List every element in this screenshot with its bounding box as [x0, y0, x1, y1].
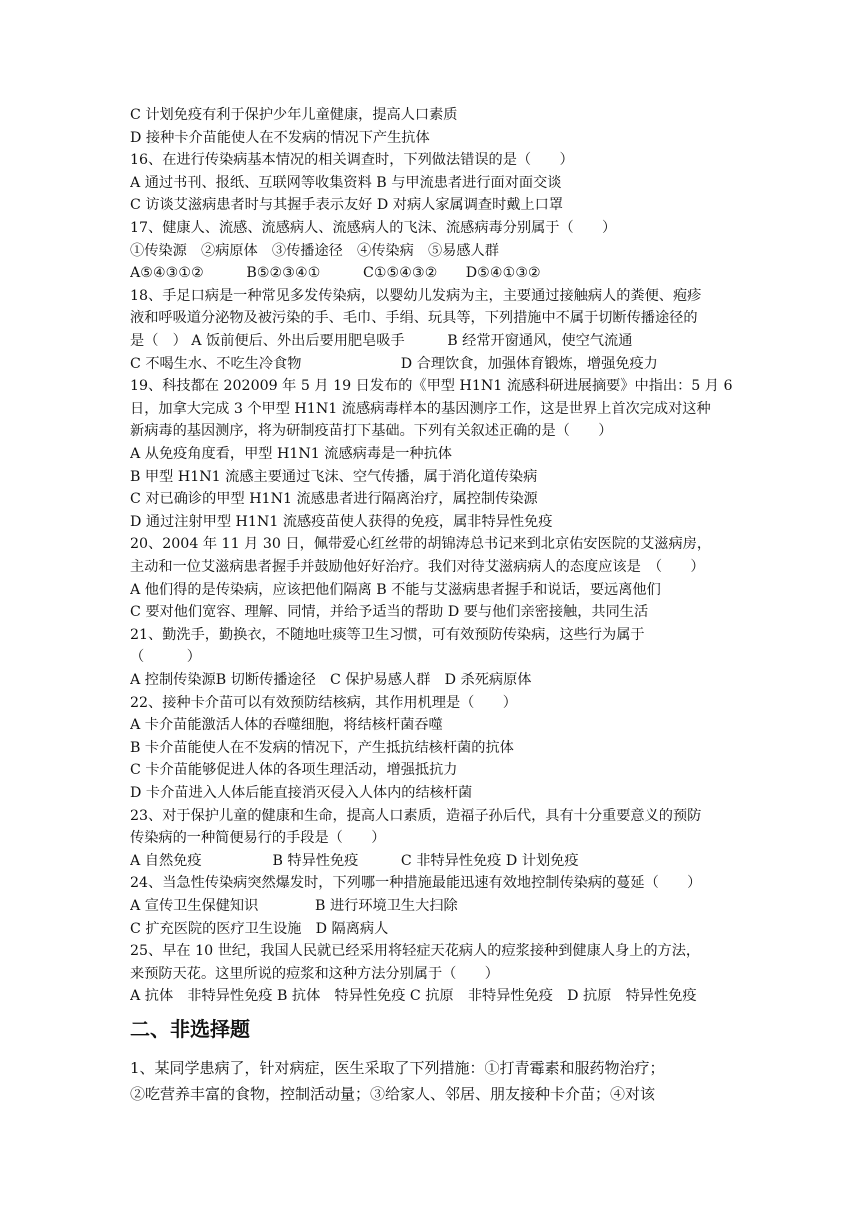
question-25: 25、早在 10 世纪，我国人民就已经采用将轻症天花病人的痘浆接种到健康人身上的方法， [130, 943, 701, 959]
question-20: 20、2004 年 11 月 30 日，佩带爱心红丝带的胡锦涛总书记来到北京佑安医院的艾滋病房， [130, 536, 712, 552]
text-line: 主动和一位艾滋病患者握手并鼓励他好好治疗。我们对待艾滋病病人的态度应该是 （ ） [130, 559, 705, 575]
question-24: 24、当急性传染病突然爆发时，下列哪一种措施最能迅速有效地控制传染病的蔓延（ ） [130, 875, 702, 891]
text-line: C 扩充医院的医疗卫生设施 D 隔离病人 [130, 921, 389, 937]
text-line: 液和呼吸道分泌物及被污染的手、毛巾、手绢、玩具等，下列措施中不属于切断传播途径的 [130, 310, 698, 326]
question-23: 23、对于保护儿童的健康和生命，提高人口素质，造福子孙后代，具有十分重要意义的预防 [130, 808, 702, 824]
text-line: A 他们得的是传染病，应该把他们隔离 B 不能与艾滋病患者握手和说话，要远离他们 [130, 582, 661, 598]
text-line: ①传染源 ②病原体 ③传播途径 ④传染病 ⑤易感人群 [130, 243, 499, 259]
text-line: ②吃营养丰富的食物，控制活动量；③给家人、邻居、朋友接种卡介苗；④对该 [130, 1085, 656, 1103]
question-16: 16、在进行传染病基本情况的相关调查时，下列做法错误的是（ ） [130, 152, 574, 168]
text-line: A 卡介苗能激活人体的吞噬细胞，将结核杆菌吞噬 [130, 717, 443, 733]
question-19: 19、科技都在 202009 年 5 月 19 日发布的《甲型 H1N1 流感科研进展摘要》中指出：5 月 6 [130, 378, 733, 394]
text-line: 新病毒的基因测序，将为研制疫苗打下基础。下列有关叙述正确的是（ ） [130, 423, 613, 439]
text-line: B 卡介苗能使人在不发病的情况下，产生抵抗结核杆菌的抗体 [130, 740, 514, 756]
text-line: 传染病的一种简便易行的手段是（ ） [130, 830, 386, 846]
text-line: A 控制传染源B 切断传播途径 C 保护易感人群 D 杀死病原体 [130, 672, 532, 688]
text-line: C 卡介苗能够促进人体的各项生理活动，增强抵抗力 [130, 762, 458, 778]
text-line: A 宣传卫生保健知识 B 进行环境卫生大扫除 [130, 898, 458, 914]
text-line: C 要对他们宽容、理解、同情，并给予适当的帮助 D 要与他们亲密接触，共同生活 [130, 604, 649, 620]
text-line: 来预防天花。这里所说的痘浆和这种方法分别属于（ ） [130, 966, 499, 982]
question-21: 21、勤洗手，勤换衣，不随地吐痰等卫生习惯，可有效预防传染病，这些行为属于 [130, 627, 645, 643]
text-line: B 甲型 H1N1 流感主要通过飞沫、空气传播，属于消化道传染病 [130, 469, 538, 485]
text-line: 是（ ） A 饭前便后、外出后要用肥皂吸手 B 经常开窗通风，使空气流通 [130, 333, 633, 349]
text-line: D 通过注射甲型 H1N1 流感疫苗使人获得的免疫，属非特异性免疫 [130, 514, 553, 530]
text-line: C 访谈艾滋病患者时与其握手表示友好 D 对病人家属调查时戴上口罩 [130, 197, 564, 213]
nonchoice-question-1: 1、某同学患病了，针对病症，医生采取了下列措施：①打青霉素和服药物治疗； [130, 1059, 665, 1077]
text-line: A 从免疫角度看，甲型 H1N1 流感病毒是一种抗体 [130, 446, 452, 462]
text-line: A 抗体 非特异性免疫 B 抗体 特异性免疫 C 抗原 非特异性免疫 D 抗原 特异性免疫 [130, 988, 697, 1004]
text-line: D 卡介苗进入人体后能直接消灭侵入人体内的结核杆菌 [130, 785, 473, 801]
text-line: A 通过书刊、报纸、互联网等收集资料 B 与甲流患者进行面对面交谈 [130, 175, 562, 191]
text-line: D 接种卡介苗能使人在不发病的情况下产生抗体 [130, 130, 430, 146]
question-17: 17、健康人、流感、流感病人、流感病人的飞沫、流感病毒分别属于（ ） [130, 220, 617, 236]
text-line: A 自然免疫 B 特异性免疫 C 非特异性免疫 D 计划免疫 [130, 853, 579, 869]
section-title: 二、非选择题 [130, 1017, 250, 1041]
text-line: C 计划免疫有利于保护少年儿童健康，提高人口素质 [130, 107, 458, 123]
text-line: C 不喝生水、不吃生冷食物 D 合理饮食，加强体育锻炼，增强免疫力 [130, 356, 658, 372]
question-18: 18、手足口病是一种常见多发传染病，以婴幼儿发病为主，主要通过接触病人的粪便、疱疹 [130, 288, 702, 304]
text-line: A⑤④③①② B⑤②③④① C①⑤④③② D⑤④①③② [130, 265, 541, 281]
text-line: （ ） [130, 649, 201, 665]
question-22: 22、接种卡介苗可以有效预防结核病，其作用机理是（ ） [130, 695, 517, 711]
text-line: C 对已确诊的甲型 H1N1 流感患者进行隔离治疗，属控制传染源 [130, 491, 538, 507]
text-line: 日，加拿大完成 3 个甲型 H1N1 流感病毒样本的基因测序工作，这是世界上首次完成对这种 [130, 401, 711, 417]
